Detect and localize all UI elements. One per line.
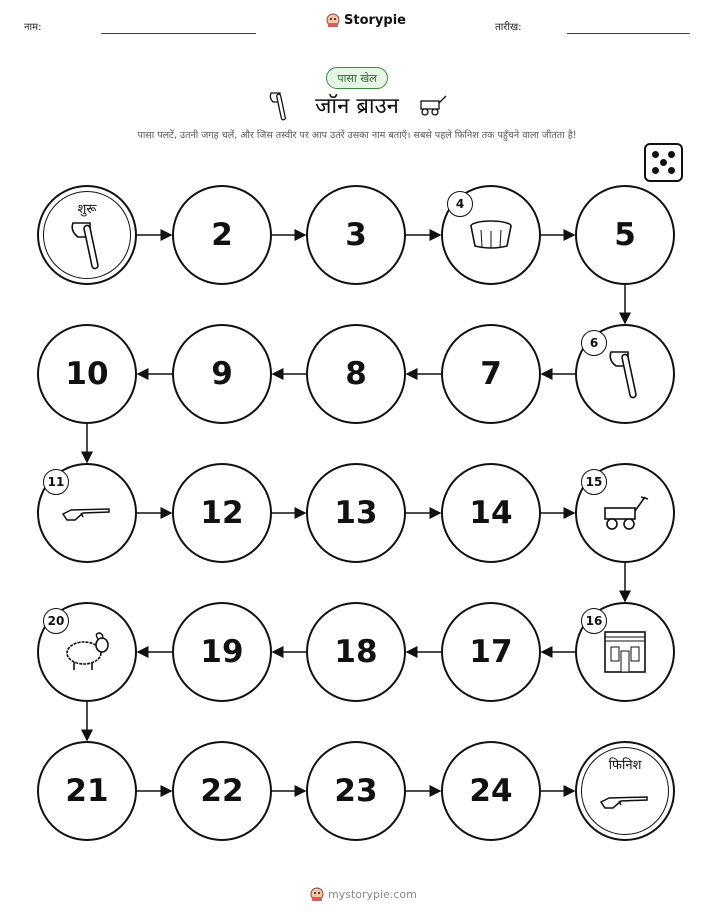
cell-number-badge: 11 bbox=[43, 469, 69, 495]
cell-number: 9 bbox=[211, 356, 233, 392]
board-cell-6 bbox=[575, 324, 675, 424]
board-cell-5 bbox=[575, 185, 675, 285]
name-label: नाम: bbox=[24, 22, 42, 33]
board-cell-17 bbox=[441, 602, 541, 702]
sheep-icon bbox=[62, 631, 112, 677]
cell-number: 8 bbox=[345, 356, 367, 392]
mascot-icon bbox=[310, 886, 324, 902]
board-cell-19 bbox=[172, 602, 272, 702]
board-cell-10 bbox=[37, 324, 137, 424]
cell-number: 13 bbox=[334, 495, 378, 531]
cell-number: 10 bbox=[65, 356, 109, 392]
board-cell-3 bbox=[306, 185, 406, 285]
board-cell-18 bbox=[306, 602, 406, 702]
board-cell-13 bbox=[306, 463, 406, 563]
board-cell-25 bbox=[575, 741, 675, 841]
footer-url: mystorypie.com bbox=[328, 887, 417, 901]
cell-number: 7 bbox=[480, 356, 502, 392]
cell-number-badge: 6 bbox=[581, 330, 607, 356]
wash-tub-icon bbox=[469, 220, 513, 254]
cell-number: 17 bbox=[469, 634, 513, 670]
finish-label: फिनिश bbox=[608, 758, 642, 773]
board-cell-14 bbox=[441, 463, 541, 563]
cell-number: 21 bbox=[65, 773, 109, 809]
rifle-icon bbox=[61, 504, 113, 526]
cell-number: 5 bbox=[614, 217, 636, 253]
brand-name: Storypie bbox=[344, 12, 406, 28]
date-label: तारीख: bbox=[495, 22, 522, 33]
board-cell-15 bbox=[575, 463, 675, 563]
board-cell-16 bbox=[575, 602, 675, 702]
cell-number: 19 bbox=[200, 634, 244, 670]
board-cell-2 bbox=[172, 185, 272, 285]
board-cell-23 bbox=[306, 741, 406, 841]
board-cell-12 bbox=[172, 463, 272, 563]
instructions: पासा पलटें, उतनी जगह चलें, और जिस तस्वीर पर आप उतरें उसका नाम बताएँ। सबसे पहले फिनिश तक पहुँचने वाला जीतता है! bbox=[137, 130, 577, 141]
cell-number: 22 bbox=[200, 773, 244, 809]
cell-number: 18 bbox=[334, 634, 378, 670]
cell-number: 12 bbox=[200, 495, 244, 531]
board-cell-20 bbox=[37, 602, 137, 702]
board-cell-4 bbox=[441, 185, 541, 285]
building-icon bbox=[602, 629, 648, 679]
start-label: शुरू bbox=[77, 202, 97, 217]
cell-number: 2 bbox=[211, 217, 233, 253]
cell-number: 14 bbox=[469, 495, 513, 531]
cell-number-badge: 4 bbox=[447, 191, 473, 217]
board-cell-22 bbox=[172, 741, 272, 841]
cell-number: 24 bbox=[469, 773, 513, 809]
board-cell-11 bbox=[37, 463, 137, 563]
board-cell-8 bbox=[306, 324, 406, 424]
board-cell-9 bbox=[172, 324, 272, 424]
footer bbox=[310, 886, 417, 902]
axe-icon bbox=[70, 219, 104, 275]
cell-number: 3 bbox=[345, 217, 367, 253]
wagon-icon bbox=[601, 494, 649, 536]
cell-number-badge: 16 bbox=[581, 608, 607, 634]
page-title: जॉन ब्राउन bbox=[315, 94, 399, 119]
cell-number: 23 bbox=[334, 773, 378, 809]
cell-number-badge: 15 bbox=[581, 469, 607, 495]
board-cell-21 bbox=[37, 741, 137, 841]
rifle-icon bbox=[599, 792, 651, 814]
axe-icon bbox=[608, 348, 642, 404]
game-type-badge: पासा खेल bbox=[326, 67, 388, 89]
board-cell-24 bbox=[441, 741, 541, 841]
board-cell-1 bbox=[37, 185, 137, 285]
board-cell-7 bbox=[441, 324, 541, 424]
cell-number-badge: 20 bbox=[43, 608, 69, 634]
